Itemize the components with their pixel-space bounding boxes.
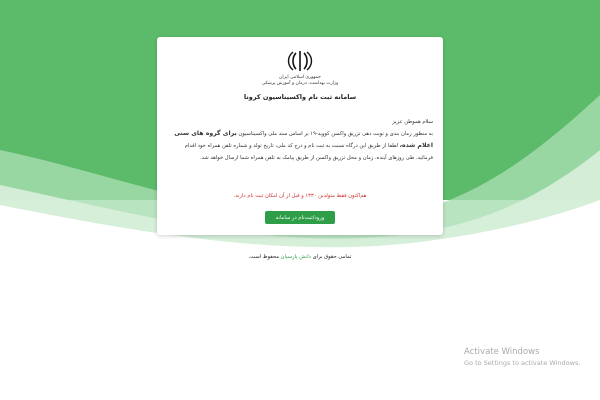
- iran-emblem-icon: [284, 49, 316, 73]
- greeting: سلام هموطن عزیز: [392, 119, 433, 125]
- watermark-subtitle: Go to Settings to activate Windows.: [464, 359, 581, 367]
- intro-paragraph: [167, 128, 433, 164]
- footer-prefix: تمامی حقوق برای: [312, 254, 352, 260]
- eligibility-notice: هم‌اکنون فقط متولدین ۱۳۳۰ و قبل از آن امکان ثبت نام دارند.: [233, 193, 367, 199]
- footer-company-link[interactable]: دانش پارسیان: [280, 254, 311, 260]
- emblem-caption-line2: وزارت بهداشت، درمان و آموزش پزشکی: [261, 81, 339, 86]
- login-register-button[interactable]: ورود/ثبت‌نام در سامانه: [265, 211, 335, 224]
- intro-paragraph-end: لطفا از طریق این درگاه نسبت به ثبت نام و درج کد ملی، تاریخ تولد و شماره تلفن همراه خود اقدام فرمائید. طی روزهای آینده، زمان و محل تزریق واکسن از طریق پیامک به تلفن همراه شما ارسال خواهد شد.: [184, 143, 433, 161]
- windows-activation-watermark: [464, 347, 580, 367]
- intro-paragraph-start: به منظور زمان بندی و نوبت دهی تزریق واکسن کووید-۱۹ بر اساس سند ملی واکسیناسیون: [238, 131, 433, 137]
- intro-paragraph-bold: برای گروه های سنی اعلام شده،: [174, 130, 433, 149]
- footer-suffix: محفوظ است.: [248, 254, 280, 260]
- emblem-caption-line1: جمهوری اسلامی ایران: [279, 75, 321, 80]
- registration-card: [157, 37, 443, 235]
- card-title: سامانه ثبت نام واکسیناسیون کرونا: [243, 93, 357, 101]
- copyright-footer: [0, 254, 600, 260]
- watermark-title: Activate Windows: [464, 347, 540, 357]
- ministry-caption: [157, 75, 443, 87]
- intro-text: [167, 116, 433, 164]
